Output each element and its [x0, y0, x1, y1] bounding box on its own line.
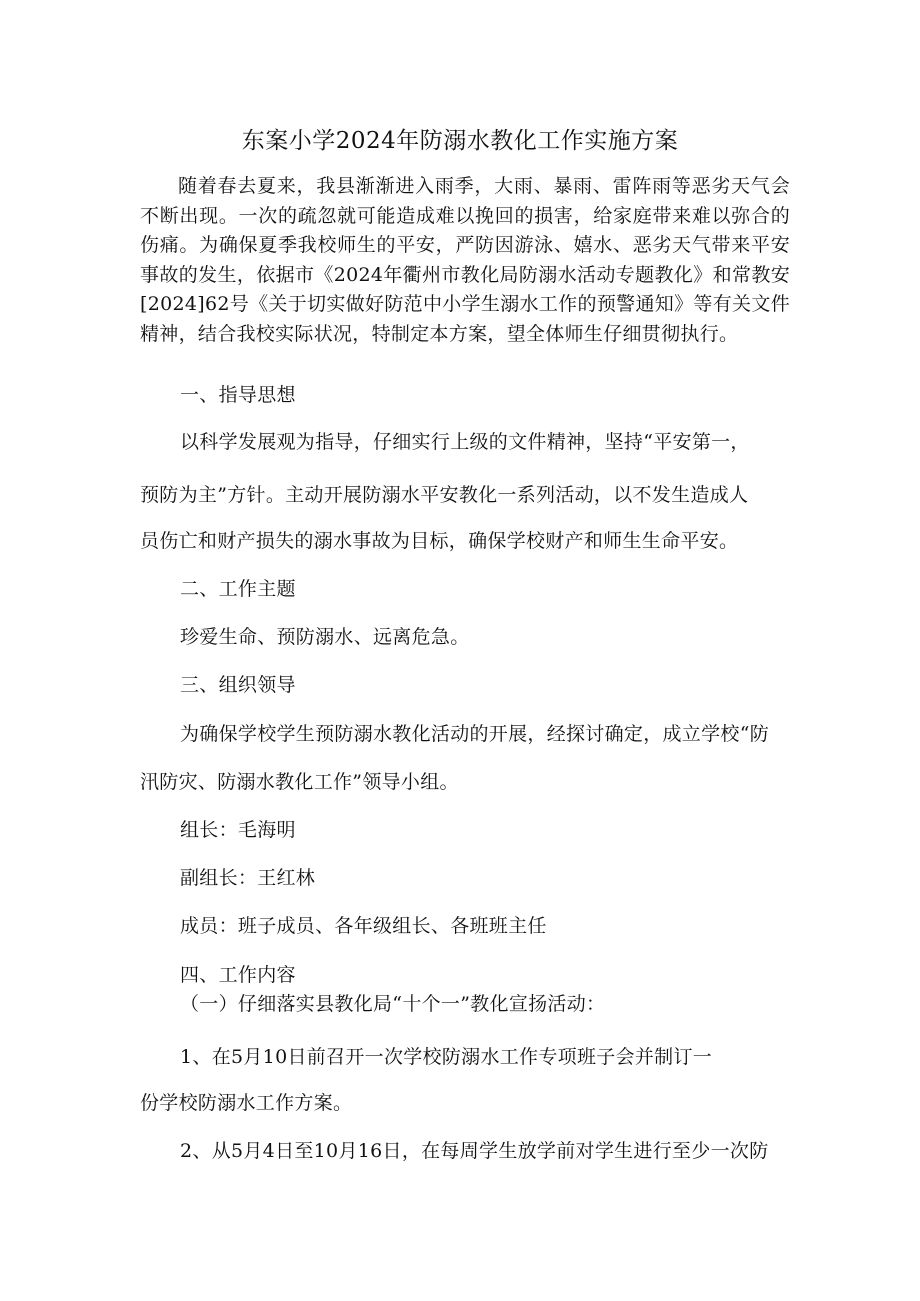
- group-members: 成员：班子成员、各年级组长、各班班主任: [180, 915, 547, 937]
- section1-line-3: 员伤亡和财产损失的溺水事故为目标，确保学校财产和师生生命平安。: [140, 530, 739, 552]
- group-leader: 组长：毛海明: [180, 819, 296, 841]
- section-heading-work-content: 四、工作内容: [180, 964, 296, 986]
- intro-paragraph: 随着春去夏来，我县渐渐进入雨季，大雨、暴雨、雷阵雨等恶劣天气会不断出现。一次的疏忽就可能造成难以挽回的损害，给家庭带来难以弥合的伤痛。为确保夏季我校师生的平安，严防因游泳、嬉水、恶劣天气带来平安事故的发生，依据市《2024年衢州市教化局防溺水活动专题教化》和常教安[2024]62号《关于切实做好防范中小学生溺水工作的预警通知》等有关文件精神，结合我校实际状况，特制定本方案，望全体师生仔细贯彻执行。: [140, 175, 790, 345]
- section3-line-2: 汛防灾、防溺水教化工作”领导小组。: [140, 771, 459, 793]
- section-heading-organization: 三、组织领导: [180, 674, 296, 696]
- item-1-line-2: 份学校防溺水工作方案。: [140, 1092, 353, 1114]
- section1-line-2: 预防为主”方针。主动开展防溺水平安教化一系列活动，以不发生造成人: [140, 484, 749, 506]
- section2-body: 珍爱生命、预防溺水、远离危急。: [180, 626, 470, 648]
- section-heading-guiding-thought: 一、指导思想: [180, 384, 296, 406]
- item-2-line-1: 2、从5月4日至10月16日，在每周学生放学前对学生进行至少一次防: [180, 1140, 769, 1162]
- item-1-line-1: 1、在5月10日前召开一次学校防溺水工作专项班子会并制订一: [180, 1046, 713, 1068]
- document-title: 东案小学2024年防溺水教化工作实施方案: [241, 128, 679, 154]
- group-vice-leader: 副组长：王红林: [180, 867, 316, 889]
- section3-line-1: 为确保学校学生预防溺水教化活动的开展，经探讨确定，成立学校“防: [180, 723, 770, 745]
- subsection-1-heading: （一）仔细落实县教化局“十个一”教化宣扬活动：: [180, 993, 606, 1015]
- section-heading-theme: 二、工作主题: [180, 578, 296, 600]
- section1-line-1: 以科学发展观为指导，仔细实行上级的文件精神，坚持“平安第一，: [180, 431, 750, 453]
